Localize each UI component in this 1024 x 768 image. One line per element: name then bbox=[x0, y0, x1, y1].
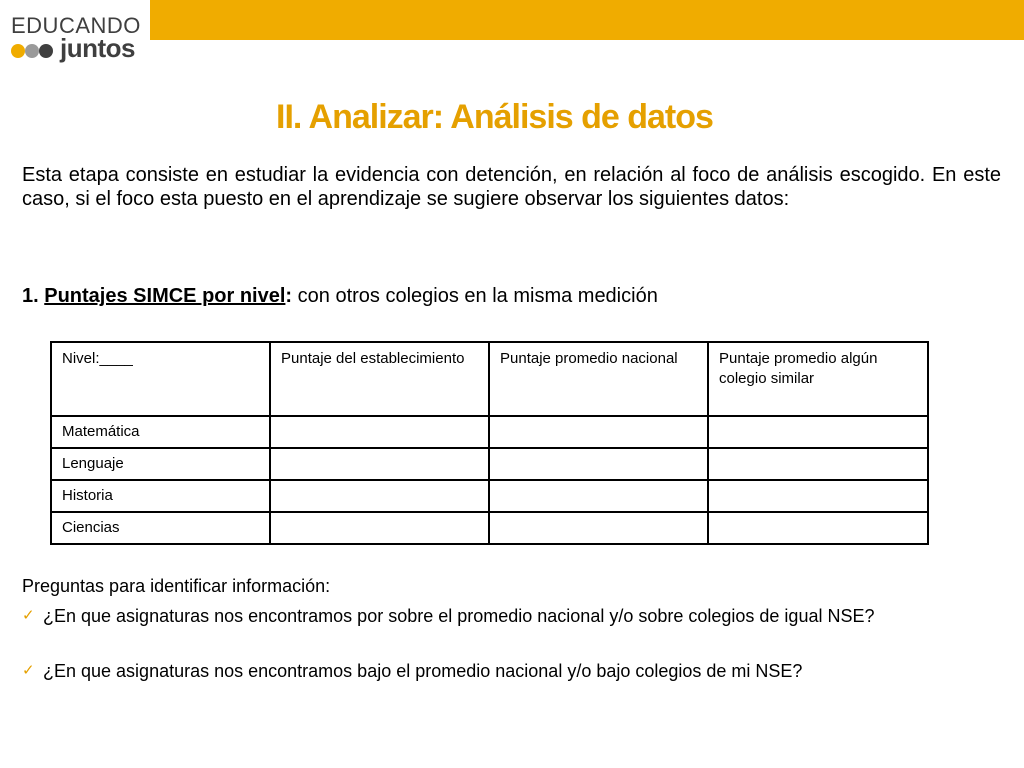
table-header-cell: Puntaje promedio nacional bbox=[489, 342, 708, 416]
intro-paragraph: Esta etapa consiste en estudiar la evidencia con detención, en relación al foco de análisis escogido. En este caso, si el foco esta puesto en el aprendizaje se sugiere observar los siguientes datos: bbox=[22, 164, 1001, 210]
table-row bbox=[51, 416, 928, 448]
table-header-cell: Puntaje del establecimiento bbox=[270, 342, 489, 416]
table-cell-subject: Matemática bbox=[51, 416, 270, 448]
page-title: II. Analizar: Análisis de datos bbox=[276, 98, 713, 136]
questions-label: Preguntas para identificar información: bbox=[22, 576, 331, 596]
table-cell bbox=[708, 448, 928, 480]
table-cell bbox=[489, 512, 708, 544]
table-cell bbox=[489, 480, 708, 512]
question-text: ¿En que asignaturas nos encontramos por sobre el promedio nacional y/o sobre colegios de igual NSE? bbox=[43, 606, 875, 626]
section-heading bbox=[22, 284, 658, 308]
table-header-cell: Puntaje promedio algún colegio similar bbox=[708, 342, 928, 416]
table-cell bbox=[270, 416, 489, 448]
logo-dot-yellow bbox=[11, 44, 25, 58]
logo-dot-gray bbox=[25, 44, 39, 58]
section-colon: : bbox=[285, 285, 293, 307]
table-cell bbox=[489, 416, 708, 448]
table-row bbox=[51, 512, 928, 544]
table-header-row bbox=[51, 342, 928, 416]
table-row bbox=[51, 480, 928, 512]
logo-dot-dark bbox=[39, 44, 53, 58]
simce-scores-table bbox=[50, 341, 929, 545]
table-cell bbox=[270, 448, 489, 480]
check-icon: ✓ bbox=[22, 607, 35, 624]
table-cell bbox=[270, 480, 489, 512]
table-cell-subject: Lenguaje bbox=[51, 448, 270, 480]
question-item bbox=[22, 660, 1001, 682]
table-cell bbox=[489, 448, 708, 480]
educando-juntos-logo bbox=[0, 0, 150, 68]
question-text: ¿En que asignaturas nos encontramos bajo el promedio nacional y/o bajo colegios de mi NSE? bbox=[43, 661, 803, 681]
brand-header-bar bbox=[0, 0, 1024, 40]
logo-line-1: EDUCANDO bbox=[11, 13, 141, 38]
logo-line-2: juntos bbox=[60, 33, 135, 63]
table-row bbox=[51, 448, 928, 480]
question-item bbox=[22, 605, 1001, 627]
section-heading-title: Puntajes SIMCE por nivel bbox=[44, 285, 286, 307]
table-cell bbox=[708, 480, 928, 512]
table-cell bbox=[708, 416, 928, 448]
table-cell-subject: Historia bbox=[51, 480, 270, 512]
table-cell bbox=[708, 512, 928, 544]
section-heading-description: con otros colegios en la misma medición bbox=[292, 285, 658, 307]
table-cell-subject: Ciencias bbox=[51, 512, 270, 544]
table-header-cell: Nivel:____ bbox=[51, 342, 270, 416]
table-cell bbox=[270, 512, 489, 544]
check-icon: ✓ bbox=[22, 662, 35, 679]
section-number: 1. bbox=[22, 285, 39, 307]
